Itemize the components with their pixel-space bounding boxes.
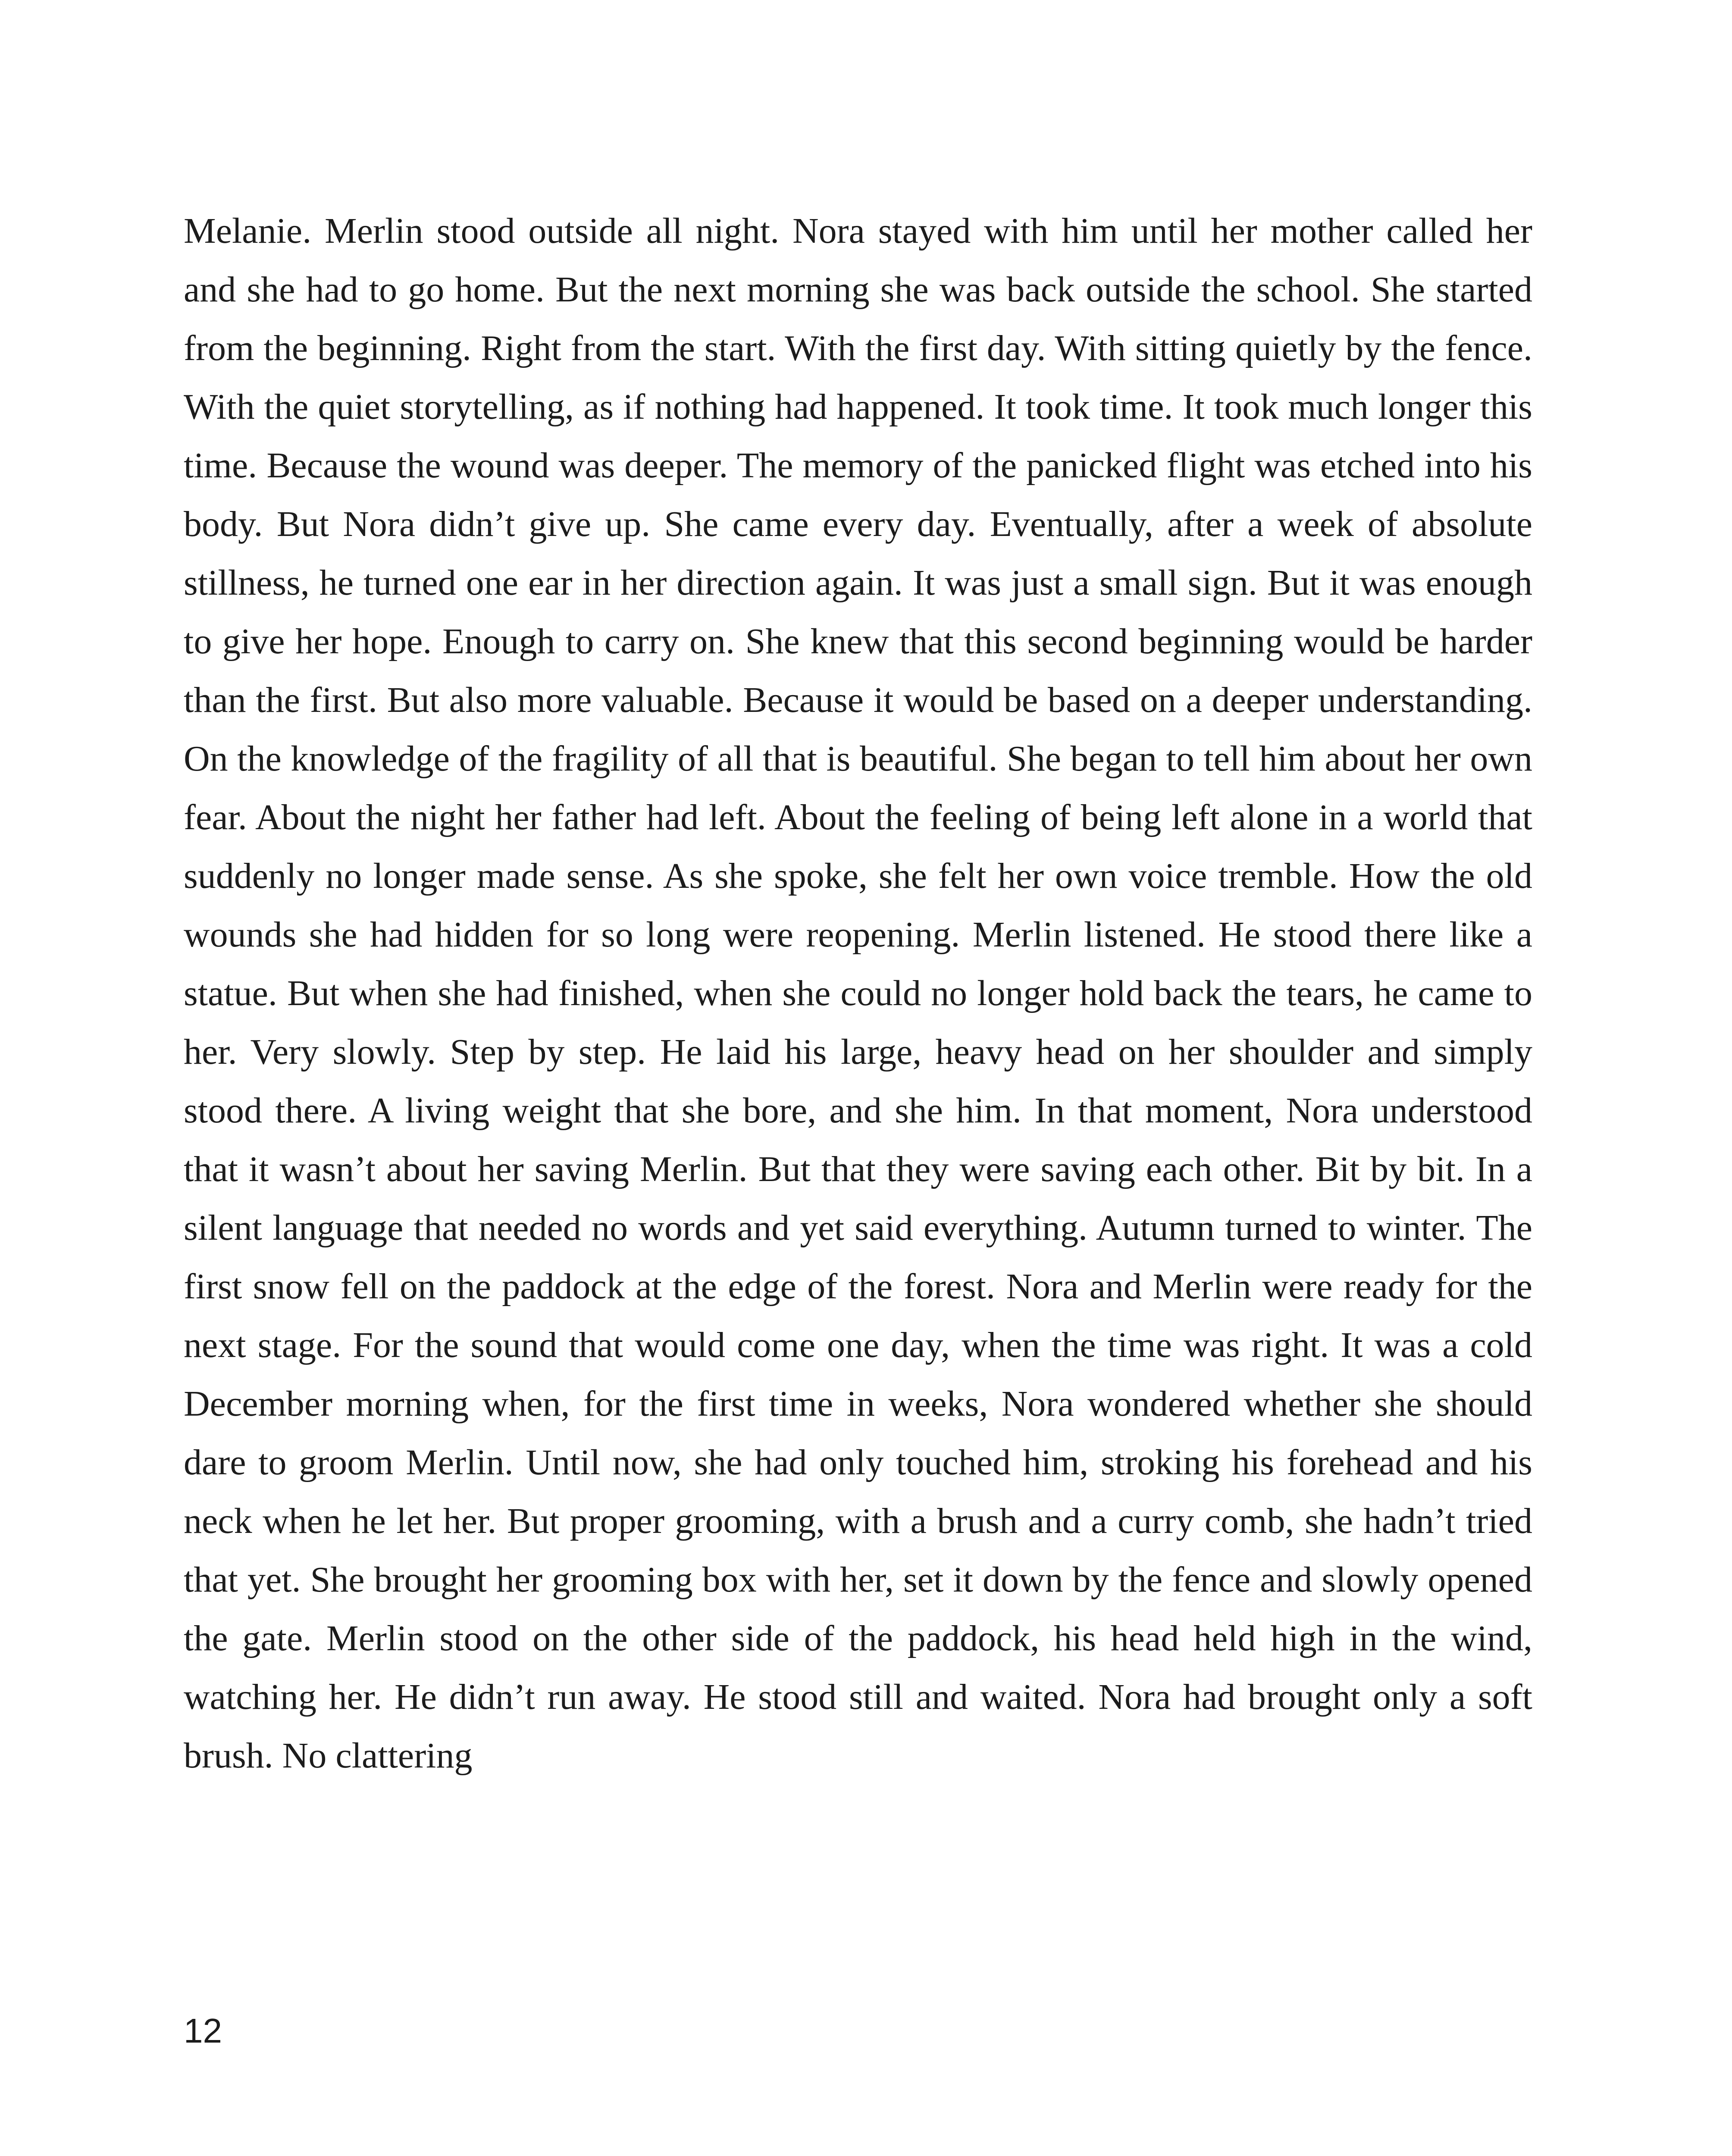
page-number: 12 xyxy=(184,2012,222,2050)
body-paragraph: Melanie. Merlin stood outside all night. Nora stayed with him until her mother called her and she had to go home. But the next morning she was back outside the school. She started from the beginning. Right from the start. With the first day. With sitting quietly by the fence. With the quiet storytelling, as if nothing had happened. It took time. It took much longer this time. Because the wound was deeper. The memory of the panicked flight was etched into his body. But Nora didn’t give up. She came every day. Eventually, after a week of absolute stillness, he turned one ear in her direction again. It was just a small sign. But it was enough to give her hope. Enough to carry on. She knew that this second beginning would be harder than the first. But also more valuable. Because it would be based on a deeper understanding. On the knowledge of the fragility of all that is beautiful. She began to tell him about her own fear. About the night her father had left. About the feeling of being left alone in a world that suddenly no longer made sense. As she spoke, she felt her own voice tremble. How the old wounds she had hidden for so long were reopening. Merlin listened. He stood there like a statue. But when she had finished, when she could no longer hold back the tears, he came to her. Very slowly. Step by step. He laid his large, heavy head on her shoulder and simply stood there. A living weight that she bore, and she him. In that moment, Nora understood that it wasn’t about her saving Merlin. But that they were saving each other. Bit by bit. In a silent language that needed no words and yet said everything. Autumn turned to winter. The first snow fell on the paddock at the edge of the forest. Nora and Merlin were ready for the next stage. For the sound that would come one day, when the time was right. It was a cold December morning when, for the first time in weeks, Nora wondered whether she should dare to groom Merlin. Until now, she had only touched him, stroking his forehead and his neck when he let her. But proper grooming, with a brush and a curry comb, she hadn’t tried that yet. She brought her grooming box with her, set it down by the fence and slowly opened the gate. Merlin stood on the other side of the paddock, his head held high in the wind, watching her. He didn’t run away. He stood still and waited. Nora had brought only a soft brush. No clattering xyxy=(184,211,1532,1776)
